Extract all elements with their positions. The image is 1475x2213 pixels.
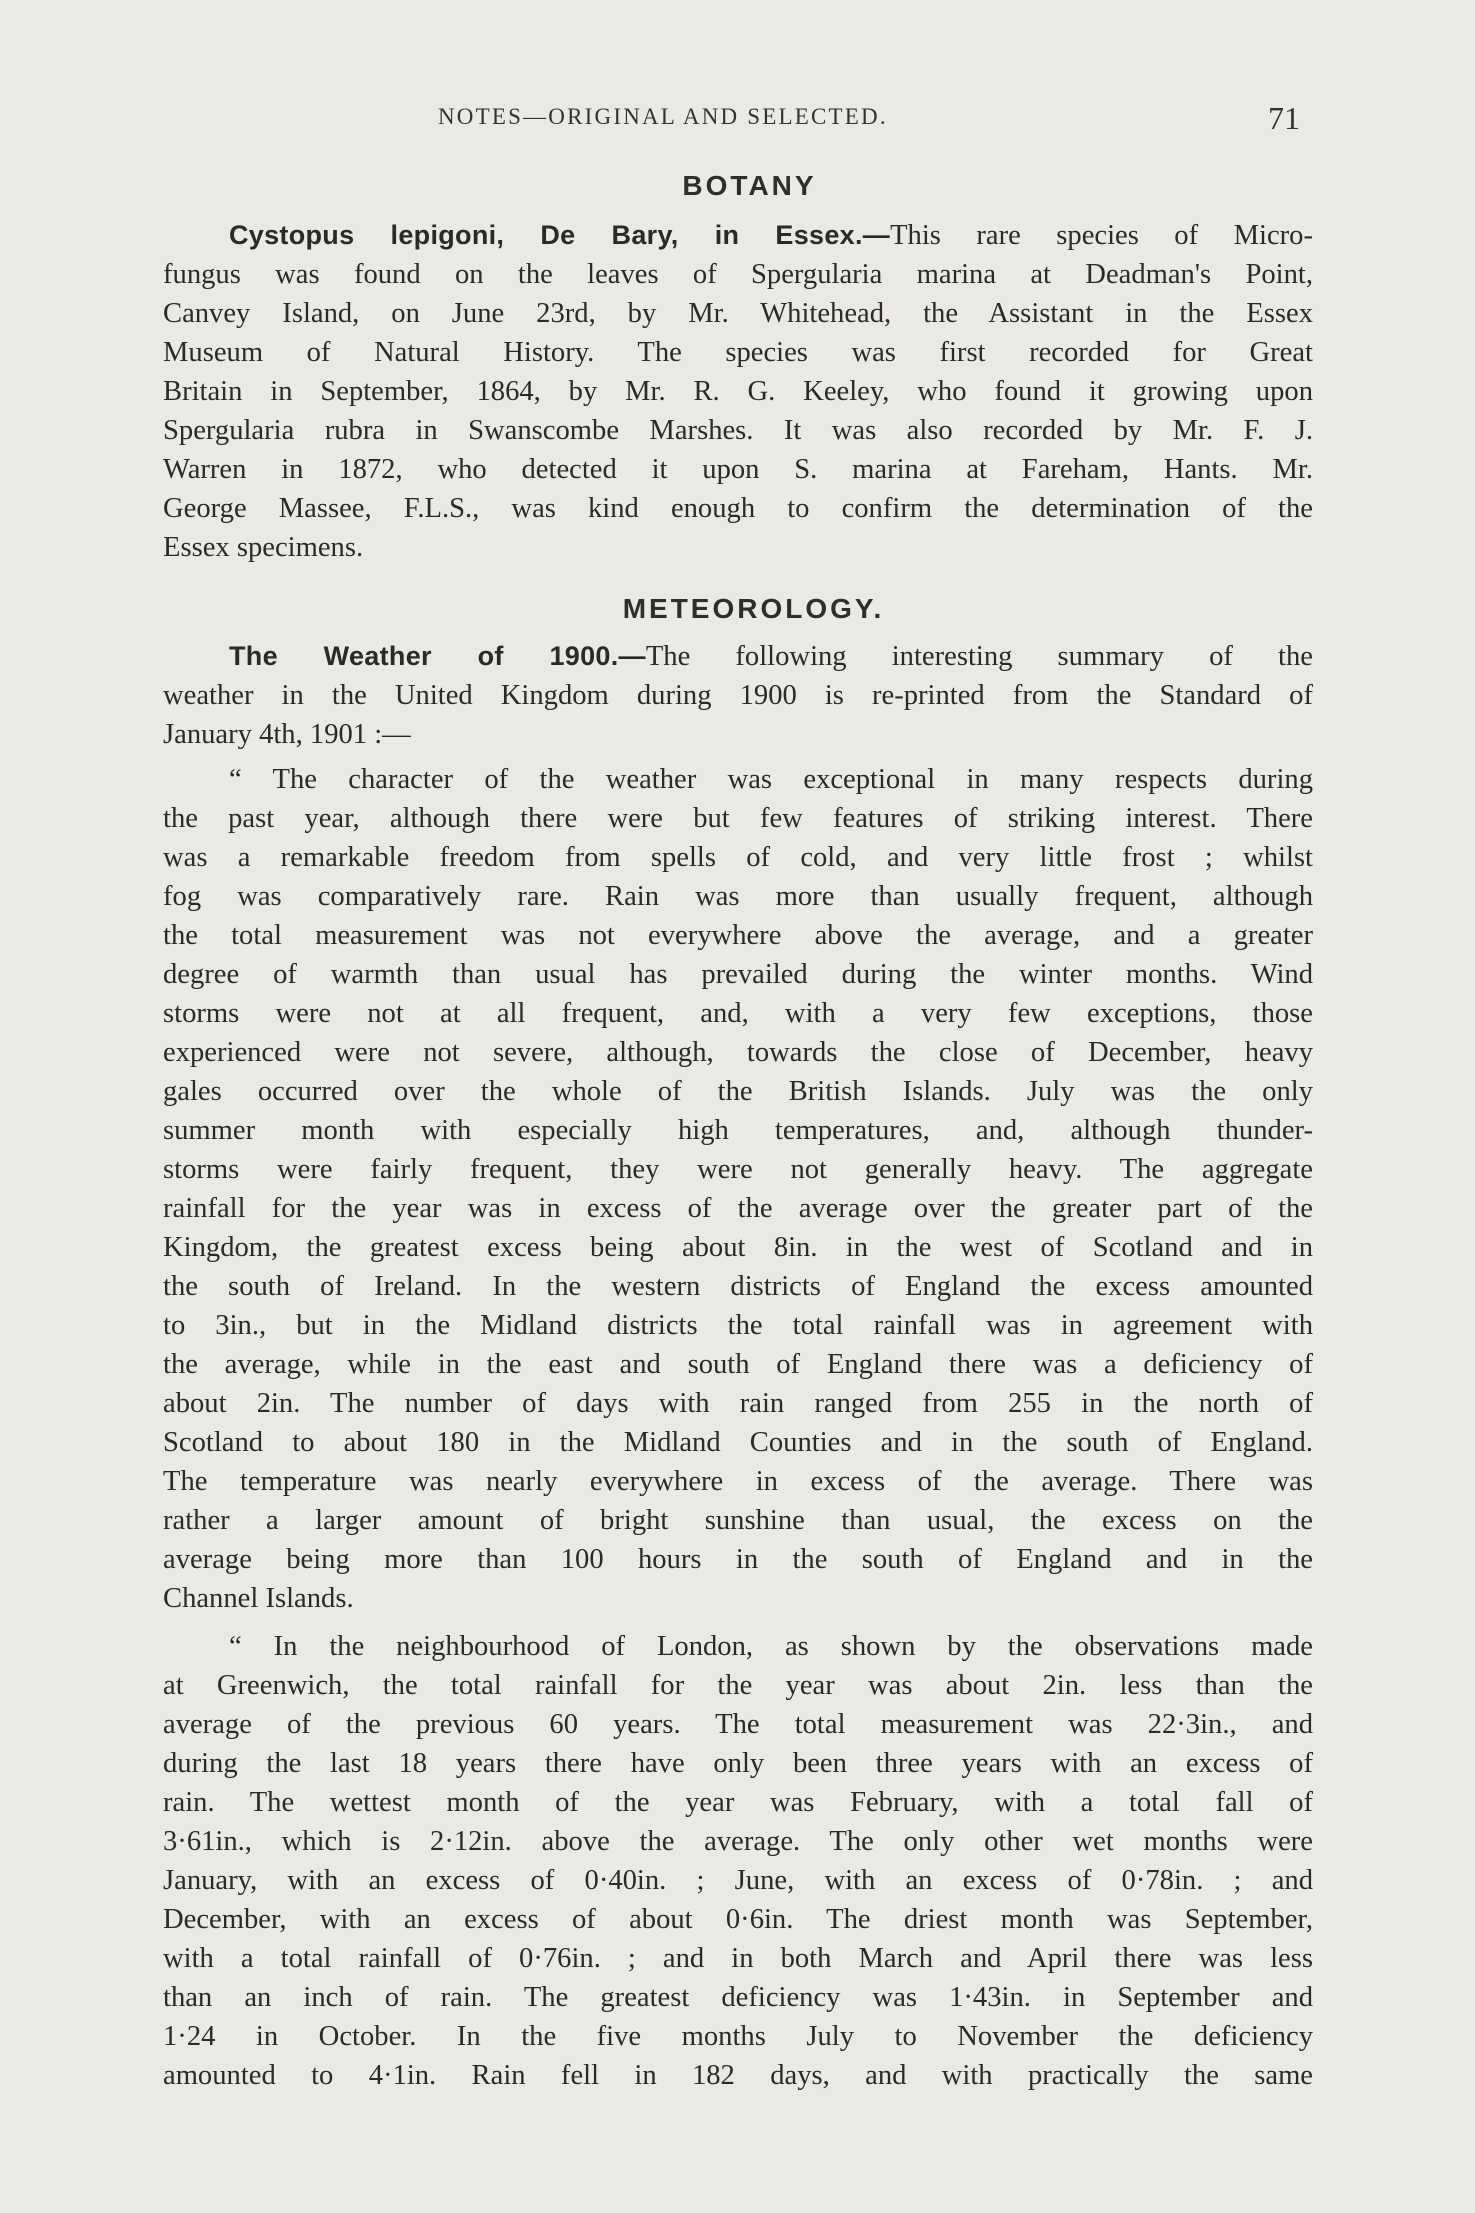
paragraph-line: degree of warmth than usual has prevailed during the winter months. Wind	[163, 959, 1313, 990]
paragraph-line: than an inch of rain. The greatest deficiency was 1·43in. in September and	[163, 1982, 1313, 2013]
paragraph-line: rainfall for the year was in excess of the average over the greater part of the	[163, 1193, 1313, 1224]
paragraph-line: fungus was found on the leaves of Spergularia marina at Deadman's Point,	[163, 259, 1313, 290]
paragraph-line: Kingdom, the greatest excess being about 8in. in the west of Scotland and in	[163, 1232, 1313, 1263]
paragraph-line: amounted to 4·1in. Rain fell in 182 days, and with practically the same	[163, 2060, 1313, 2091]
paragraph-line: “ In the neighbourhood of London, as shown by the observations made	[229, 1631, 1313, 1662]
meteorology-heading: METEOROLOGY.	[622, 593, 885, 624]
paragraph-line: rather a larger amount of bright sunshine than usual, the excess on the	[163, 1505, 1313, 1536]
paragraph-line: Channel Islands.	[163, 1583, 354, 1614]
paragraph-line: with a total rainfall of 0·76in. ; and in both March and April there was less	[163, 1943, 1313, 1974]
paragraph-line: experienced were not severe, although, towards the close of December, heavy	[163, 1037, 1313, 1068]
paragraph-line: George Massee, F.L.S., was kind enough to confirm the determination of the	[163, 493, 1313, 524]
paragraph-line: Cystopus lepigoni, De Bary, in Essex.—This rare species of Micro-	[229, 220, 1313, 251]
quote-paragraph-2	[163, 1627, 1313, 2095]
paragraph-line: to 3in., but in the Midland districts the total rainfall was in agreement with	[163, 1310, 1313, 1341]
botany-lead: Cystopus lepigoni, De Bary, in Essex.—	[229, 220, 891, 250]
weather-intro-paragraph	[163, 637, 1313, 754]
quote-paragraph-1	[163, 760, 1313, 1618]
paragraph-line: Warren in 1872, who detected it upon S. marina at Fareham, Hants. Mr.	[163, 454, 1313, 485]
running-head	[0, 100, 1475, 144]
running-title: NOTES—ORIGINAL AND SELECTED.	[438, 104, 888, 129]
paragraph-line: The temperature was nearly everywhere in excess of the average. There was	[163, 1466, 1313, 1497]
paragraph-line: Museum of Natural History. The species was first recorded for Great	[163, 337, 1313, 368]
paragraph-line: storms were not at all frequent, and, with a very few exceptions, those	[163, 998, 1313, 1029]
paragraph-line: the south of Ireland. In the western districts of England the excess amounted	[163, 1271, 1313, 1302]
botany-heading: BOTANY	[682, 170, 817, 201]
paragraph-line: January, with an excess of 0·40in. ; June, with an excess of 0·78in. ; and	[163, 1865, 1313, 1896]
paragraph-line: summer month with especially high temperatures, and, although thunder-	[163, 1115, 1313, 1146]
weather-lead: The Weather of 1900.—	[229, 641, 646, 671]
paragraph-line: Spergularia rubra in Swanscombe Marshes. It was also recorded by Mr. F. J.	[163, 415, 1313, 446]
paragraph-line: The Weather of 1900.—The following interesting summary of the	[229, 641, 1313, 672]
paragraph-line: the total measurement was not everywhere above the average, and a greater	[163, 920, 1313, 951]
paragraph-line: storms were fairly frequent, they were not generally heavy. The aggregate	[163, 1154, 1313, 1185]
paragraph-line: Canvey Island, on June 23rd, by Mr. Whitehead, the Assistant in the Essex	[163, 298, 1313, 329]
paragraph-line: 1·24 in October. In the five months July to November the deficiency	[163, 2021, 1313, 2052]
paragraph-line: at Greenwich, the total rainfall for the year was about 2in. less than the	[163, 1670, 1313, 1701]
paragraph-line: Essex specimens.	[163, 532, 364, 563]
paragraph-line: “ The character of the weather was exceptional in many respects during	[229, 764, 1313, 795]
paragraph-line: Britain in September, 1864, by Mr. R. G. Keeley, who found it growing upon	[163, 376, 1313, 407]
paragraph-line: fog was comparatively rare. Rain was more than usually frequent, although	[163, 881, 1313, 912]
botany-paragraph	[163, 216, 1313, 567]
paragraph-line: during the last 18 years there have only been three years with an excess of	[163, 1748, 1313, 1779]
page-number: 71	[1268, 100, 1300, 136]
paragraph-line: about 2in. The number of days with rain ranged from 255 in the north of	[163, 1388, 1313, 1419]
paragraph-line: weather in the United Kingdom during 1900 is re-printed from the Standard of	[163, 680, 1313, 711]
paragraph-line: 3·61in., which is 2·12in. above the average. The only other wet months were	[163, 1826, 1313, 1857]
paragraph-line: January 4th, 1901 :—	[163, 719, 411, 750]
paragraph-line: average being more than 100 hours in the south of England and in the	[163, 1544, 1313, 1575]
paragraph-line: rain. The wettest month of the year was February, with a total fall of	[163, 1787, 1313, 1818]
paragraph-line: Scotland to about 180 in the Midland Counties and in the south of England.	[163, 1427, 1313, 1458]
paragraph-line: the past year, although there were but few features of striking interest. There	[163, 803, 1313, 834]
paragraph-line: the average, while in the east and south of England there was a deficiency of	[163, 1349, 1313, 1380]
paragraph-line: average of the previous 60 years. The total measurement was 22·3in., and	[163, 1709, 1313, 1740]
paragraph-line: gales occurred over the whole of the British Islands. July was the only	[163, 1076, 1313, 1107]
paragraph-line: was a remarkable freedom from spells of cold, and very little frost ; whilst	[163, 842, 1313, 873]
paragraph-line: December, with an excess of about 0·6in. The driest month was September,	[163, 1904, 1313, 1935]
